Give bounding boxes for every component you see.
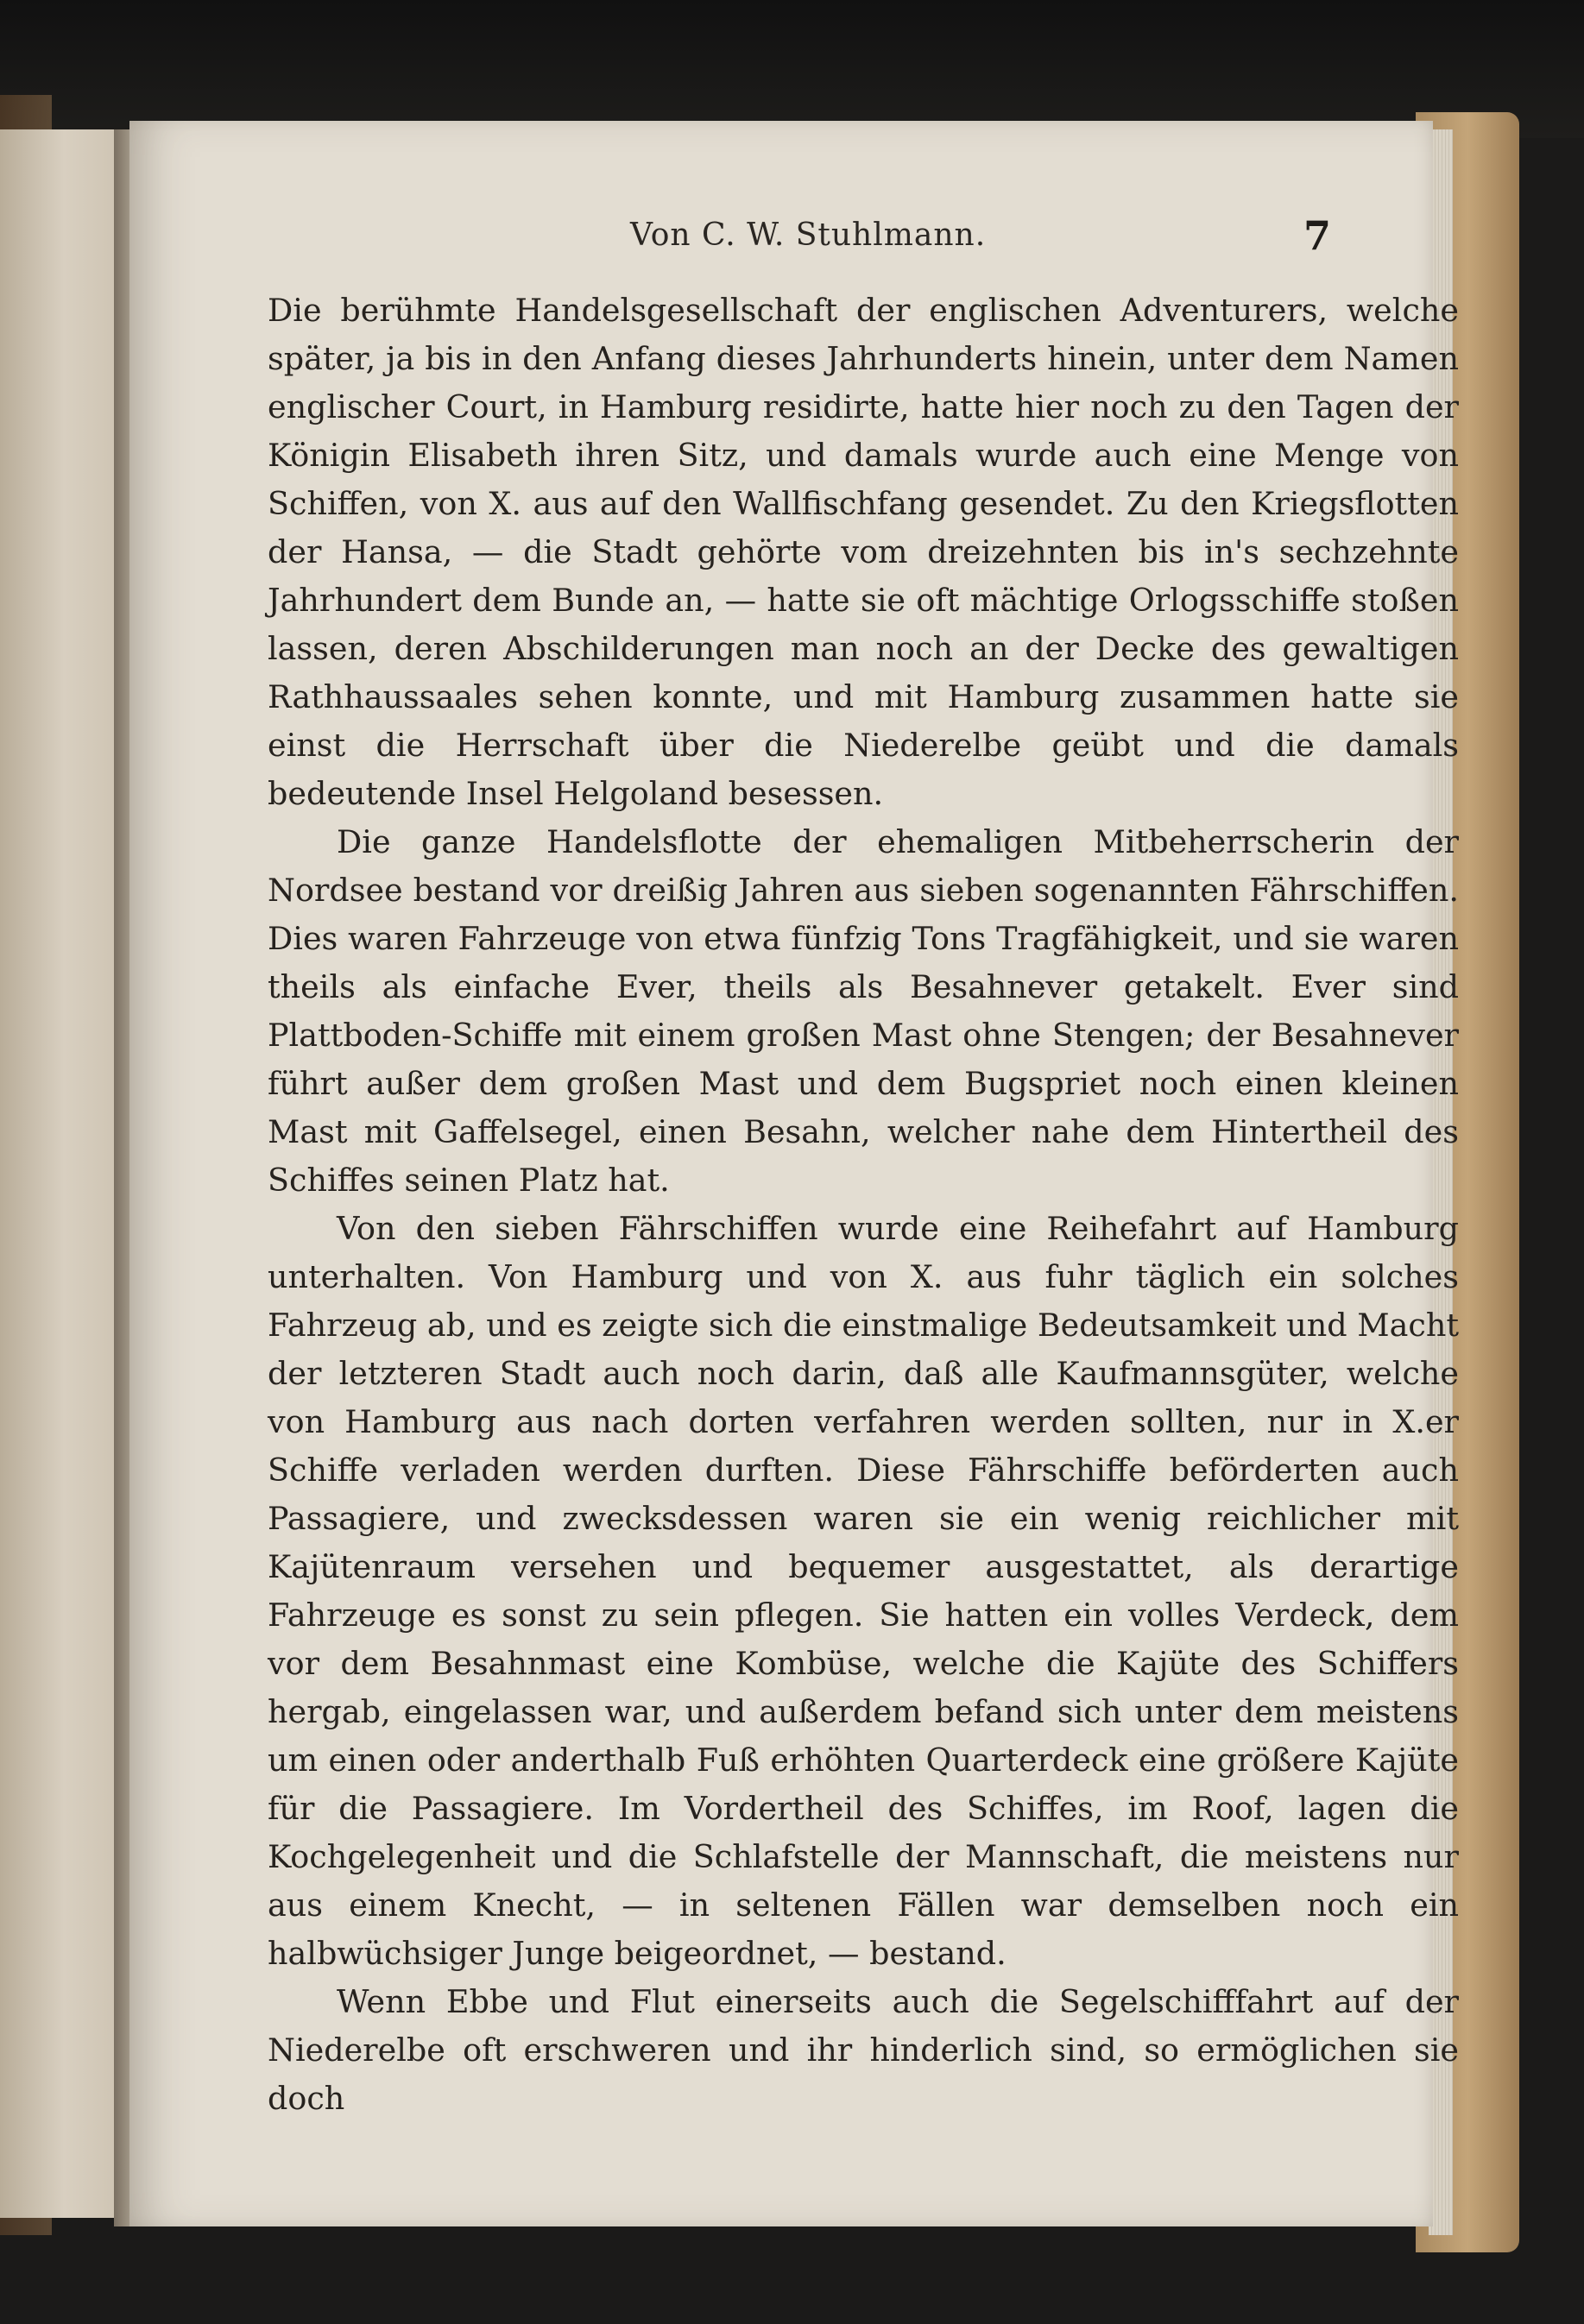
paragraph: Die ganze Handelsflotte der ehemaligen Mitbeherrscherin der Nordsee bestand vor dreißig Jahren aus sieben sogenannten Fährschiffen. Dies waren Fahrzeuge von etwa fünfzig Tons Tragfähigkeit, und sie waren theils als einfache Ever, theils als Besahnever getakelt. Ever sind Plattboden-Schiffe mit einem großen Mast ohne Stengen; der Besahnever führt außer dem großen Mast und dem Bugspriet noch einen kleinen Mast mit Gaffelsegel, einen Besahn, welcher nahe dem Hintertheil des Schiffes seinen Platz hat. (268, 823, 1459, 1199)
backdrop (0, 0, 1584, 138)
left-facing-page (0, 129, 119, 2218)
paragraph: Die berühmte Handelsgesellschaft der englischen Adventurers, welche später, ja bis in den Anfang dieses Jahrhunderts hinein, unter dem Namen englischer Court, in Hamburg residirte, hatte hier noch zu den Tagen der Königin Elisabeth ihren Sitz, und damals wurde auch eine Menge von Schiffen, von X. aus auf den Wallfischfang gesendet. Zu den Kriegsflotten der Hansa, — die Stadt gehörte vom dreizehnten bis in's sechzehnte Jahrhundert dem Bunde an, — hatte sie oft mächtige Orlogsschiffe stoßen lassen, deren Abschilderungen man noch an der Decke des gewaltigen Rathhaussaales sehen konnte, und mit Hamburg zusammen hatte sie einst die Herrschaft über die Niederelbe geübt und die damals bedeutende Insel Helgoland besessen. (268, 292, 1459, 812)
book-page (129, 121, 1459, 2226)
page-number: 7 (1303, 212, 1332, 259)
page-header (129, 212, 1433, 269)
paragraph: Wenn Ebbe und Flut einerseits auch die Segelschifffahrt auf der Niederelbe oft erschweren und ihr hinderlich sind, so ermöglichen sie doch (268, 1983, 1459, 2117)
running-head: Von C. W. Stuhlmann. (630, 217, 987, 253)
body-text (268, 287, 1459, 2123)
paragraph: Von den sieben Fährschiffen wurde eine Reihefahrt auf Hamburg unterhalten. Von Hamburg und von X. aus fuhr täglich ein solches Fahrzeug ab, und es zeigte sich die einstmalige Bedeutsamkeit und Macht der letzteren Stadt auch noch darin, daß alle Kaufmannsgüter, welche von Hamburg aus nach dorten verfahren werden sollten, nur in X.er Schiffe verladen werden durften. Diese Fährschiffe beförderten auch Passagiere, und zwecksdessen waren sie ein wenig reichlicher mit Kajütenraum versehen und bequemer ausgestattet, als derartige Fahrzeuge es sonst zu sein pflegen. Sie hatten ein volles Verdeck, dem vor dem Besahnmast eine Kombüse, welche die Kajüte des Schiffers hergab, eingelassen war, und außerdem befand sich unter dem meistens um einen oder anderthalb Fuß erhöhten Quarterdeck eine größere Kajüte für die Passagiere. Im Vordertheil des Schiffes, im Roof, lagen die Kochgelegenheit und die Schlafstelle der Mannschaft, die meistens nur aus einem Knecht, — in seltenen Fällen war demselben noch ein halbwüchsiger Junge beigeordnet, — bestand. (268, 1210, 1459, 1972)
